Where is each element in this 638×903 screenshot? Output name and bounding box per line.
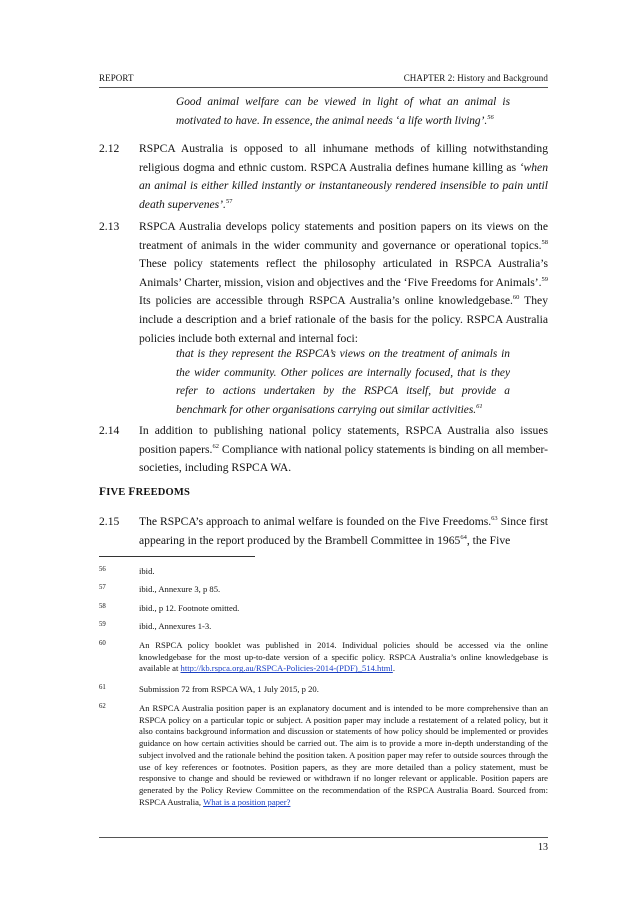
paragraph-2-13 bbox=[99, 218, 548, 348]
footnote-62: 62 An RSPCA Australia position paper is an explanatory document and is intended to be more comprehensive than an RSPCA policy on a particular topic or subject. A position paper may include a restatement of a related policy, but it also contains background information and discussion or statements of how policy should be implemented or provides guidance on how certain activities should be carried out. The aim is to provide a more in-depth understanding of the subject involved and the rationale behind the position taken. A position paper may refer to outside sources through the use of key references or footnotes. Position papers, as they are more detailed than a policy statement, must be responsive to change and should be reviewed or withdrawn if no longer relevant or applicable. Position papers are generated by the Policy Review Committee on the recommendation of the RSPCA Australia Board. Sourced from: RSPCA Australia, What is a position paper? bbox=[99, 703, 548, 807]
header-rule bbox=[99, 87, 548, 88]
paragraph-text: Compliance with national policy statements is binding on all member-societies, including RSPCA WA. bbox=[139, 442, 549, 475]
position-paper-link[interactable]: What is a position paper? bbox=[203, 796, 291, 807]
footer-rule bbox=[99, 837, 548, 838]
paragraph-text: In addition to publishing national policy statements, RSPCA Australia also issues position papers. bbox=[139, 424, 548, 456]
footnote-ref-58[interactable]: 58 bbox=[541, 238, 548, 246]
footnote-56: 56 ibid. bbox=[99, 566, 155, 576]
paragraph-text: RSPCA Australia is opposed to all inhumane methods of killing notwithstanding religious dogma and ethnic custom. RSPCA Australia defines humane killing as bbox=[139, 142, 548, 174]
page-number: 13 bbox=[538, 842, 548, 853]
header-left: REPORT bbox=[99, 73, 134, 83]
paragraph-number: 2.13 bbox=[99, 220, 120, 233]
footnote-ref-59[interactable]: 59 bbox=[541, 275, 548, 283]
block-quote-policies bbox=[176, 345, 510, 419]
section-heading-five-freedoms: FIVE FREEDOMS bbox=[99, 486, 191, 498]
footnote-61: 61 Submission 72 from RSPCA WA, 1 July 2015, p 20. bbox=[99, 684, 319, 694]
paragraph-text: , the Five bbox=[466, 533, 511, 547]
paragraph-text: They include a description and a brief rationale of the basis for the policy. RSPCA Australia policies include both external and internal foci: bbox=[139, 294, 549, 345]
paragraph-2-12 bbox=[99, 140, 548, 214]
paragraph-quote: ‘when an animal is either killed instantly or instantaneously rendered insensible to pain until death supervenes’. bbox=[139, 160, 548, 211]
paragraph-text: RSPCA Australia develops policy statements and position papers on its views on the treatment of animals in the wider community and governance or operational topics. bbox=[139, 220, 548, 252]
footnote-ref-60[interactable]: 60 bbox=[512, 294, 520, 302]
footnote-ref-61[interactable]: 61 bbox=[476, 402, 483, 410]
paragraph-text: Its policies are accessible through RSPCA Australia’s online knowledgebase. bbox=[139, 294, 513, 308]
footnote-ref-63[interactable]: 63 bbox=[491, 515, 498, 522]
paragraph-text: These policy statements reflect the philosophy articulated in RSPCA Australia’s Animals’ Charter, mission, vision and objectives and the ‘Five Freedoms for Animals’. bbox=[139, 257, 548, 289]
footnote-separator bbox=[99, 556, 255, 557]
quote-text: Good animal welfare can be viewed in light of what an animal is motivated to have. In essence, the animal needs ‘a life worth living’. bbox=[176, 96, 510, 127]
quote-text: that is they represent the RSPCA’s views on the treatment of animals in the wider community. Other polices are internally focused, that is they refer to actions undertaken by the RSPCA itself, but provide a benchmark for other organisations carrying out similar activities. bbox=[176, 348, 510, 416]
policy-booklet-link[interactable]: http://kb.rspca.org.au/RSPCA-Policies-2014-(PDF)_514.html bbox=[180, 663, 393, 674]
paragraph-text: Since first appearing in the report produced by the Brambell Committee in 1965 bbox=[139, 515, 548, 547]
footnote-57: 57 ibid., Annexure 3, p 85. bbox=[99, 584, 221, 594]
footnote-59: 59 ibid., Annexures 1-3. bbox=[99, 621, 212, 631]
footnote-ref-62[interactable]: 62 bbox=[212, 442, 219, 450]
paragraph-2-15 bbox=[99, 513, 548, 550]
footnote-ref-56[interactable]: 56 bbox=[487, 113, 494, 121]
footnote-ref-57[interactable]: 57 bbox=[225, 197, 233, 205]
paragraph-number: 2.12 bbox=[99, 142, 120, 155]
footnote-58: 58 ibid., p 12. Footnote omitted. bbox=[99, 603, 240, 613]
paragraph-number: 2.14 bbox=[99, 424, 120, 437]
footnote-ref-64[interactable]: 64 bbox=[460, 533, 467, 541]
header-right: CHAPTER 2: History and Background bbox=[403, 73, 548, 83]
footnote-60: 60 An RSPCA policy booklet was published in 2014. Individual policies should be accessed via the online knowledgebase for the most up-to-date version of a specific policy. RSPCA Australia’s online knowledgebase is available at http://kb.rspca.org.au/RSPCA-Policies-2014-(PDF)_514.html. bbox=[99, 640, 548, 674]
running-header bbox=[99, 73, 548, 87]
paragraph-number: 2.15 bbox=[99, 515, 120, 528]
paragraph-text: The RSPCA’s approach to animal welfare is founded on the Five Freedoms. bbox=[139, 515, 492, 528]
block-quote-welfare bbox=[176, 93, 510, 130]
paragraph-2-14 bbox=[99, 422, 548, 478]
